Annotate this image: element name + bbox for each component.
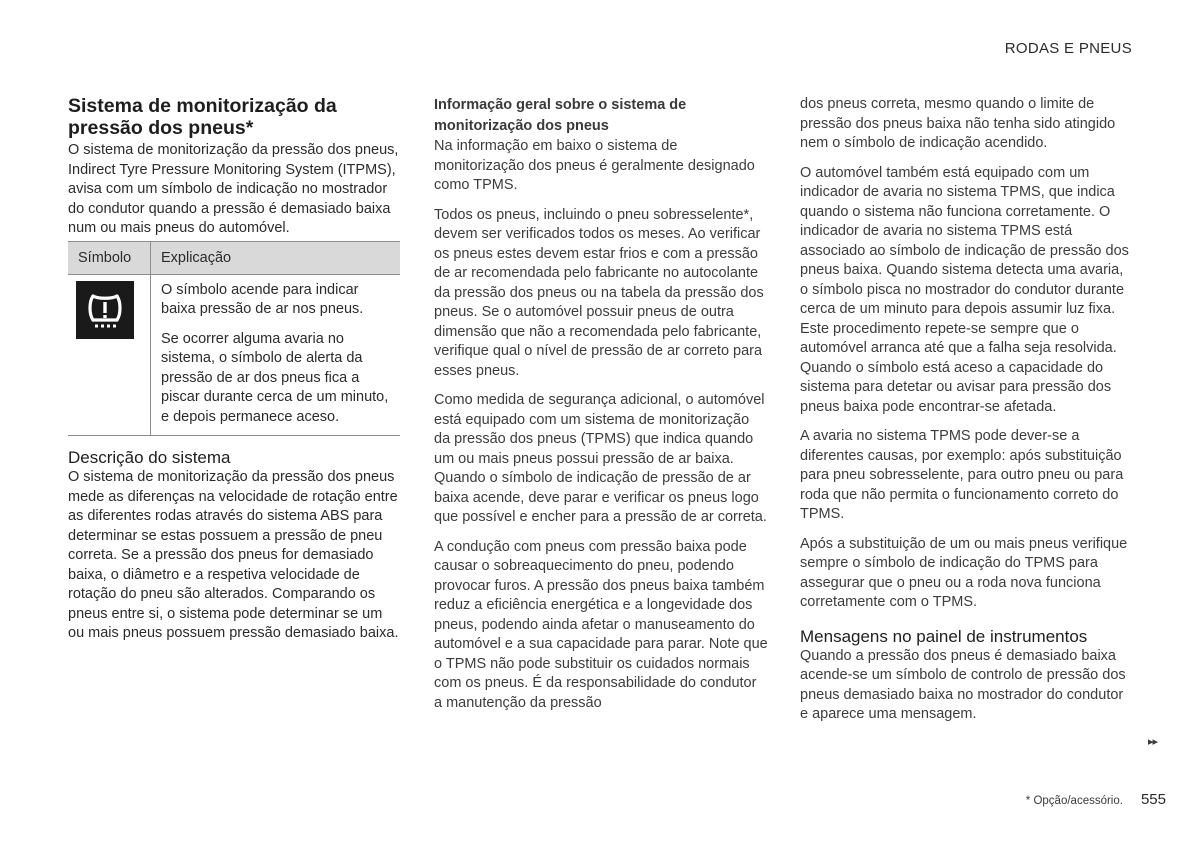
explanation-text-2: Se ocorrer alguma avaria no sistema, o símbolo de alerta da pressão de ar dos pneus fica a piscar durante cerca de um minuto, e depois permanece aceso. bbox=[161, 330, 389, 425]
paragraph: O automóvel também está equipado com um indicador de avaria no sistema TPMS, que indica quando o sistema não funciona corretamente. O indicador de avaria no sistema TPMS está associado ao símbolo de indicação de pressão dos pneus baixa. Quando sistema detecta uma avaria, o símbolo pisca no mostrador do condutor durante cerca de um minuto para depois assumir luz fixa. Este procedimento repete-se sempre que o automóvel arranca até que a falha seja resolvida. Quando o símbolo está aceso a capacidade do sistema para detetar ou avisar para pressão dos pneus baixa pode encontrar-se afetada. bbox=[800, 164, 1129, 415]
paragraph: A condução com pneus com pressão baixa pode causar o sobreaquecimento do pneu, podendo provocar furos. A pressão dos pneus baixa também reduz a eficiência energética e a longevidade dos pneus, podendo ainda afetar o manuseamento do automóvel e a sua capacidade para parar. Note que o TPMS não pode substituir os cuidados normais com os pneus. É da responsabilidade do condutor a manutenção da pressão bbox=[434, 538, 768, 711]
symbol-table-header bbox=[68, 241, 400, 274]
explanation-column-header: Explicação bbox=[151, 241, 401, 274]
page-number: 555 bbox=[1140, 791, 1166, 808]
column-middle bbox=[434, 95, 768, 723]
instrument-messages-heading: Mensagens no painel de instrumentos bbox=[800, 626, 1088, 646]
column-left bbox=[68, 95, 400, 654]
footnote: * Opção/acessório. bbox=[1025, 795, 1123, 807]
paragraph: Após a substituição de um ou mais pneus verifique sempre o símbolo de indicação do TPMS para assegurar que o pneu ou a roda nova funciona corretamente com o TPMS. bbox=[800, 535, 1128, 610]
symbol-cell bbox=[68, 274, 151, 436]
instrument-messages-text: Quando a pressão dos pneus é demasiado baixa acende-se um símbolo de controlo de pressão dos pneus demasiado baixa no mostrador do condutor e aparece uma mensagem. bbox=[800, 647, 1126, 722]
system-description-heading: Descrição do sistema bbox=[68, 448, 231, 467]
symbol-column-header: Símbolo bbox=[68, 241, 151, 274]
paragraph: Na informação em baixo o sistema de monitorização dos pneus é geralmente designado como TPMS. bbox=[434, 138, 755, 193]
paragraph: A avaria no sistema TPMS pode dever-se a diferentes causas, por exemplo: após substituição para pneu sobresselente, para outro pneu ou para roda que não permita o funcionamento correto do TPMS. bbox=[800, 428, 1124, 522]
general-info-heading: Informação geral sobre o sistema de monitorização dos pneus bbox=[434, 97, 687, 134]
explanation-text-1: O símbolo acende para indicar baixa pressão de ar nos pneus. bbox=[161, 281, 364, 317]
table-row bbox=[68, 274, 400, 436]
paragraph: dos pneus correta, mesmo quando o limite de pressão dos pneus baixa não tenha sido atingido nem o símbolo de indicação acendido. bbox=[800, 96, 1116, 151]
system-description-text: O sistema de monitorização da pressão dos pneus mede as diferenças na velocidade de rotação entre as diferentes rodas através do sistema ABS para determinar se estas possuem a pressão de pneu correta. Se a pressão dos pneus for demasiado baixa, o diâmetro e a respetiva velocidade de rotação do pneu são alterados. Comparando os pneus entre si, o sistema pode determinar se um ou mais pneus possuem pressão demasiado baixa. bbox=[68, 469, 399, 641]
explanation-cell bbox=[151, 274, 401, 436]
continue-arrows-icon: ▸▸ bbox=[1148, 736, 1158, 748]
page-title: Sistema de monitorização da pressão dos pneus* bbox=[68, 95, 337, 139]
intro-paragraph: O sistema de monitorização da pressão dos pneus, Indirect Tyre Pressure Monitoring System (ITPMS), avisa com um símbolo de indicação no mostrador do condutor quando a pressão é demasiado baixa num ou mais pneus do automóvel. bbox=[68, 142, 399, 236]
page-footer bbox=[1026, 791, 1166, 808]
running-header: RODAS E PNEUS bbox=[1004, 40, 1132, 57]
paragraph: Como medida de segurança adicional, o automóvel está equipado com um sistema de monitorização da pressão dos pneus (TPMS) que indica quando um ou mais pneus possui pressão de ar baixa. Quando o símbolo de indicação de pressão de ar baixa acende, deve parar e verificar os pneus logo que possível e encher para a pressão de ar correta. bbox=[434, 392, 767, 525]
paragraph: Todos os pneus, incluindo o pneu sobresselente*, devem ser verificados todos os meses. Ao verificar os pneus estes devem estar frios e com a pressão de ar recomendada pelo fabricante no autocolante da pressão dos pneus ou na tabela da pressão dos pneus. Se o automóvel possuir pneus de outra dimensão que não a recomendada pelo fabricante, verifique qual o nível de pressão de ar correto para esses pneus. bbox=[434, 206, 764, 379]
column-right bbox=[800, 95, 1134, 735]
symbol-table bbox=[68, 241, 400, 437]
tpms-warning-icon bbox=[76, 281, 134, 339]
